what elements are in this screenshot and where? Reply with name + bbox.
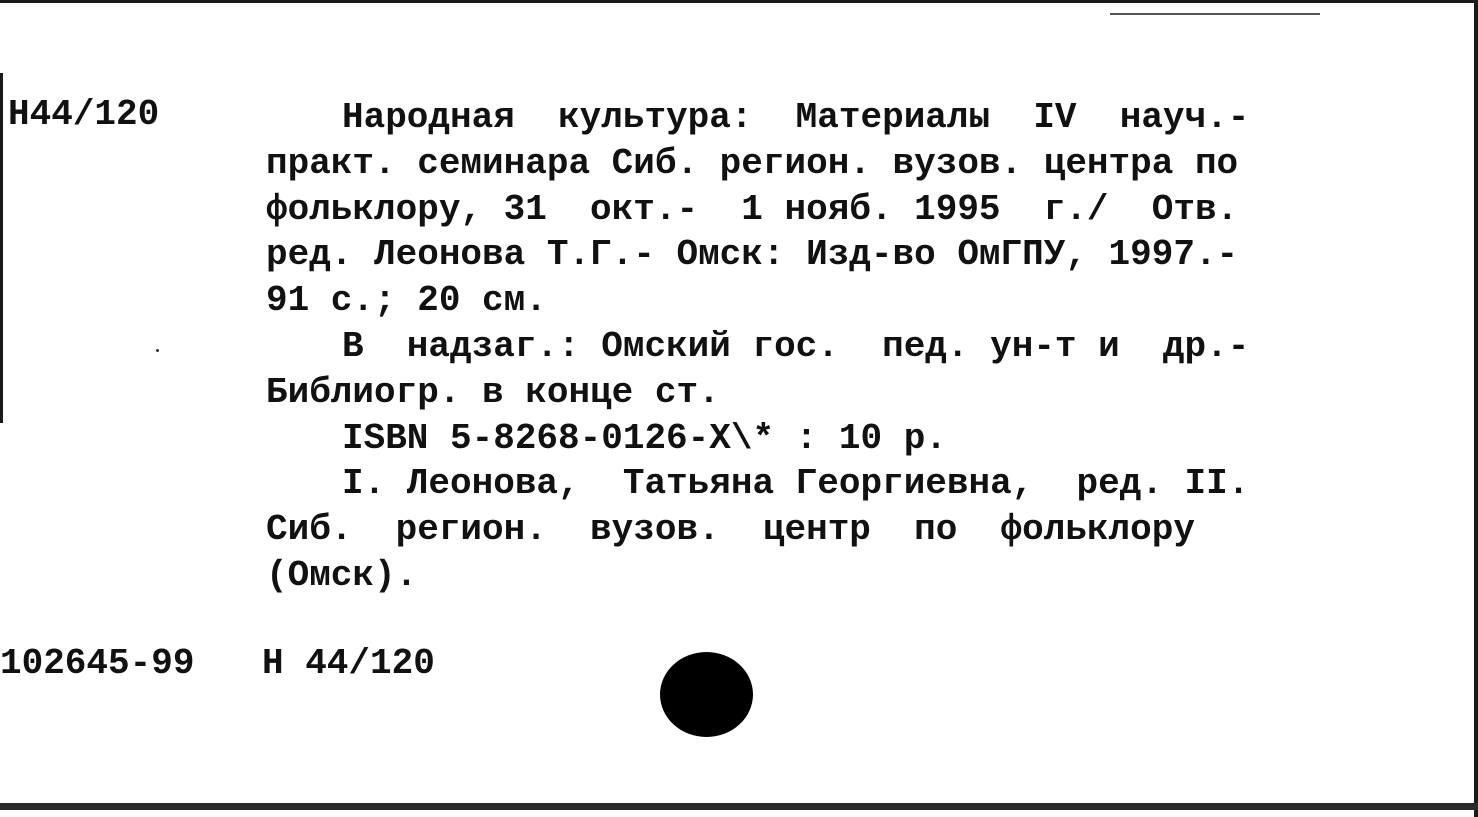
entry-line: Сиб. регион. вузов. центр по фольклору (266, 509, 1195, 551)
entry-line: I. Леонова, Татьяна Георгиевна, ред. II. (342, 463, 1250, 505)
entry-line: практ. семинара Сиб. регион. вузов. центра по (266, 142, 1239, 184)
punch-hole (660, 652, 753, 737)
entry-line: фольклору, 31 окт.- 1 нояб. 1995 г./ Отв. (266, 188, 1239, 230)
entry-line: ISBN 5-8268-0126-X\* : 10 р. (342, 417, 947, 459)
shelf-mark-bottom: Н 44/120 (262, 643, 435, 684)
entry-line: Народная культура: Материалы IV науч.- (342, 97, 1250, 138)
inventory-number: 102645-99 (0, 643, 195, 684)
entry-line: (Омск). (266, 554, 418, 596)
bottom-edge-rule (0, 803, 1478, 810)
entry-line: В надзаг.: Омский гос. пед. ун-т и др.- (342, 325, 1250, 367)
top-edge-mark (1110, 13, 1320, 15)
shelf-mark: Н44/120 (8, 94, 160, 135)
left-edge-rule (0, 73, 3, 423)
bibliographic-entry (266, 95, 1386, 599)
entry-line: Библиогр. в конце ст. (266, 371, 720, 413)
entry-line: 91 с.; 20 см. (266, 280, 547, 322)
stray-dot (156, 349, 159, 352)
entry-line: ред. Леонова Т.Г.- Омск: Изд-во ОмГПУ, 1997.- (266, 234, 1239, 276)
